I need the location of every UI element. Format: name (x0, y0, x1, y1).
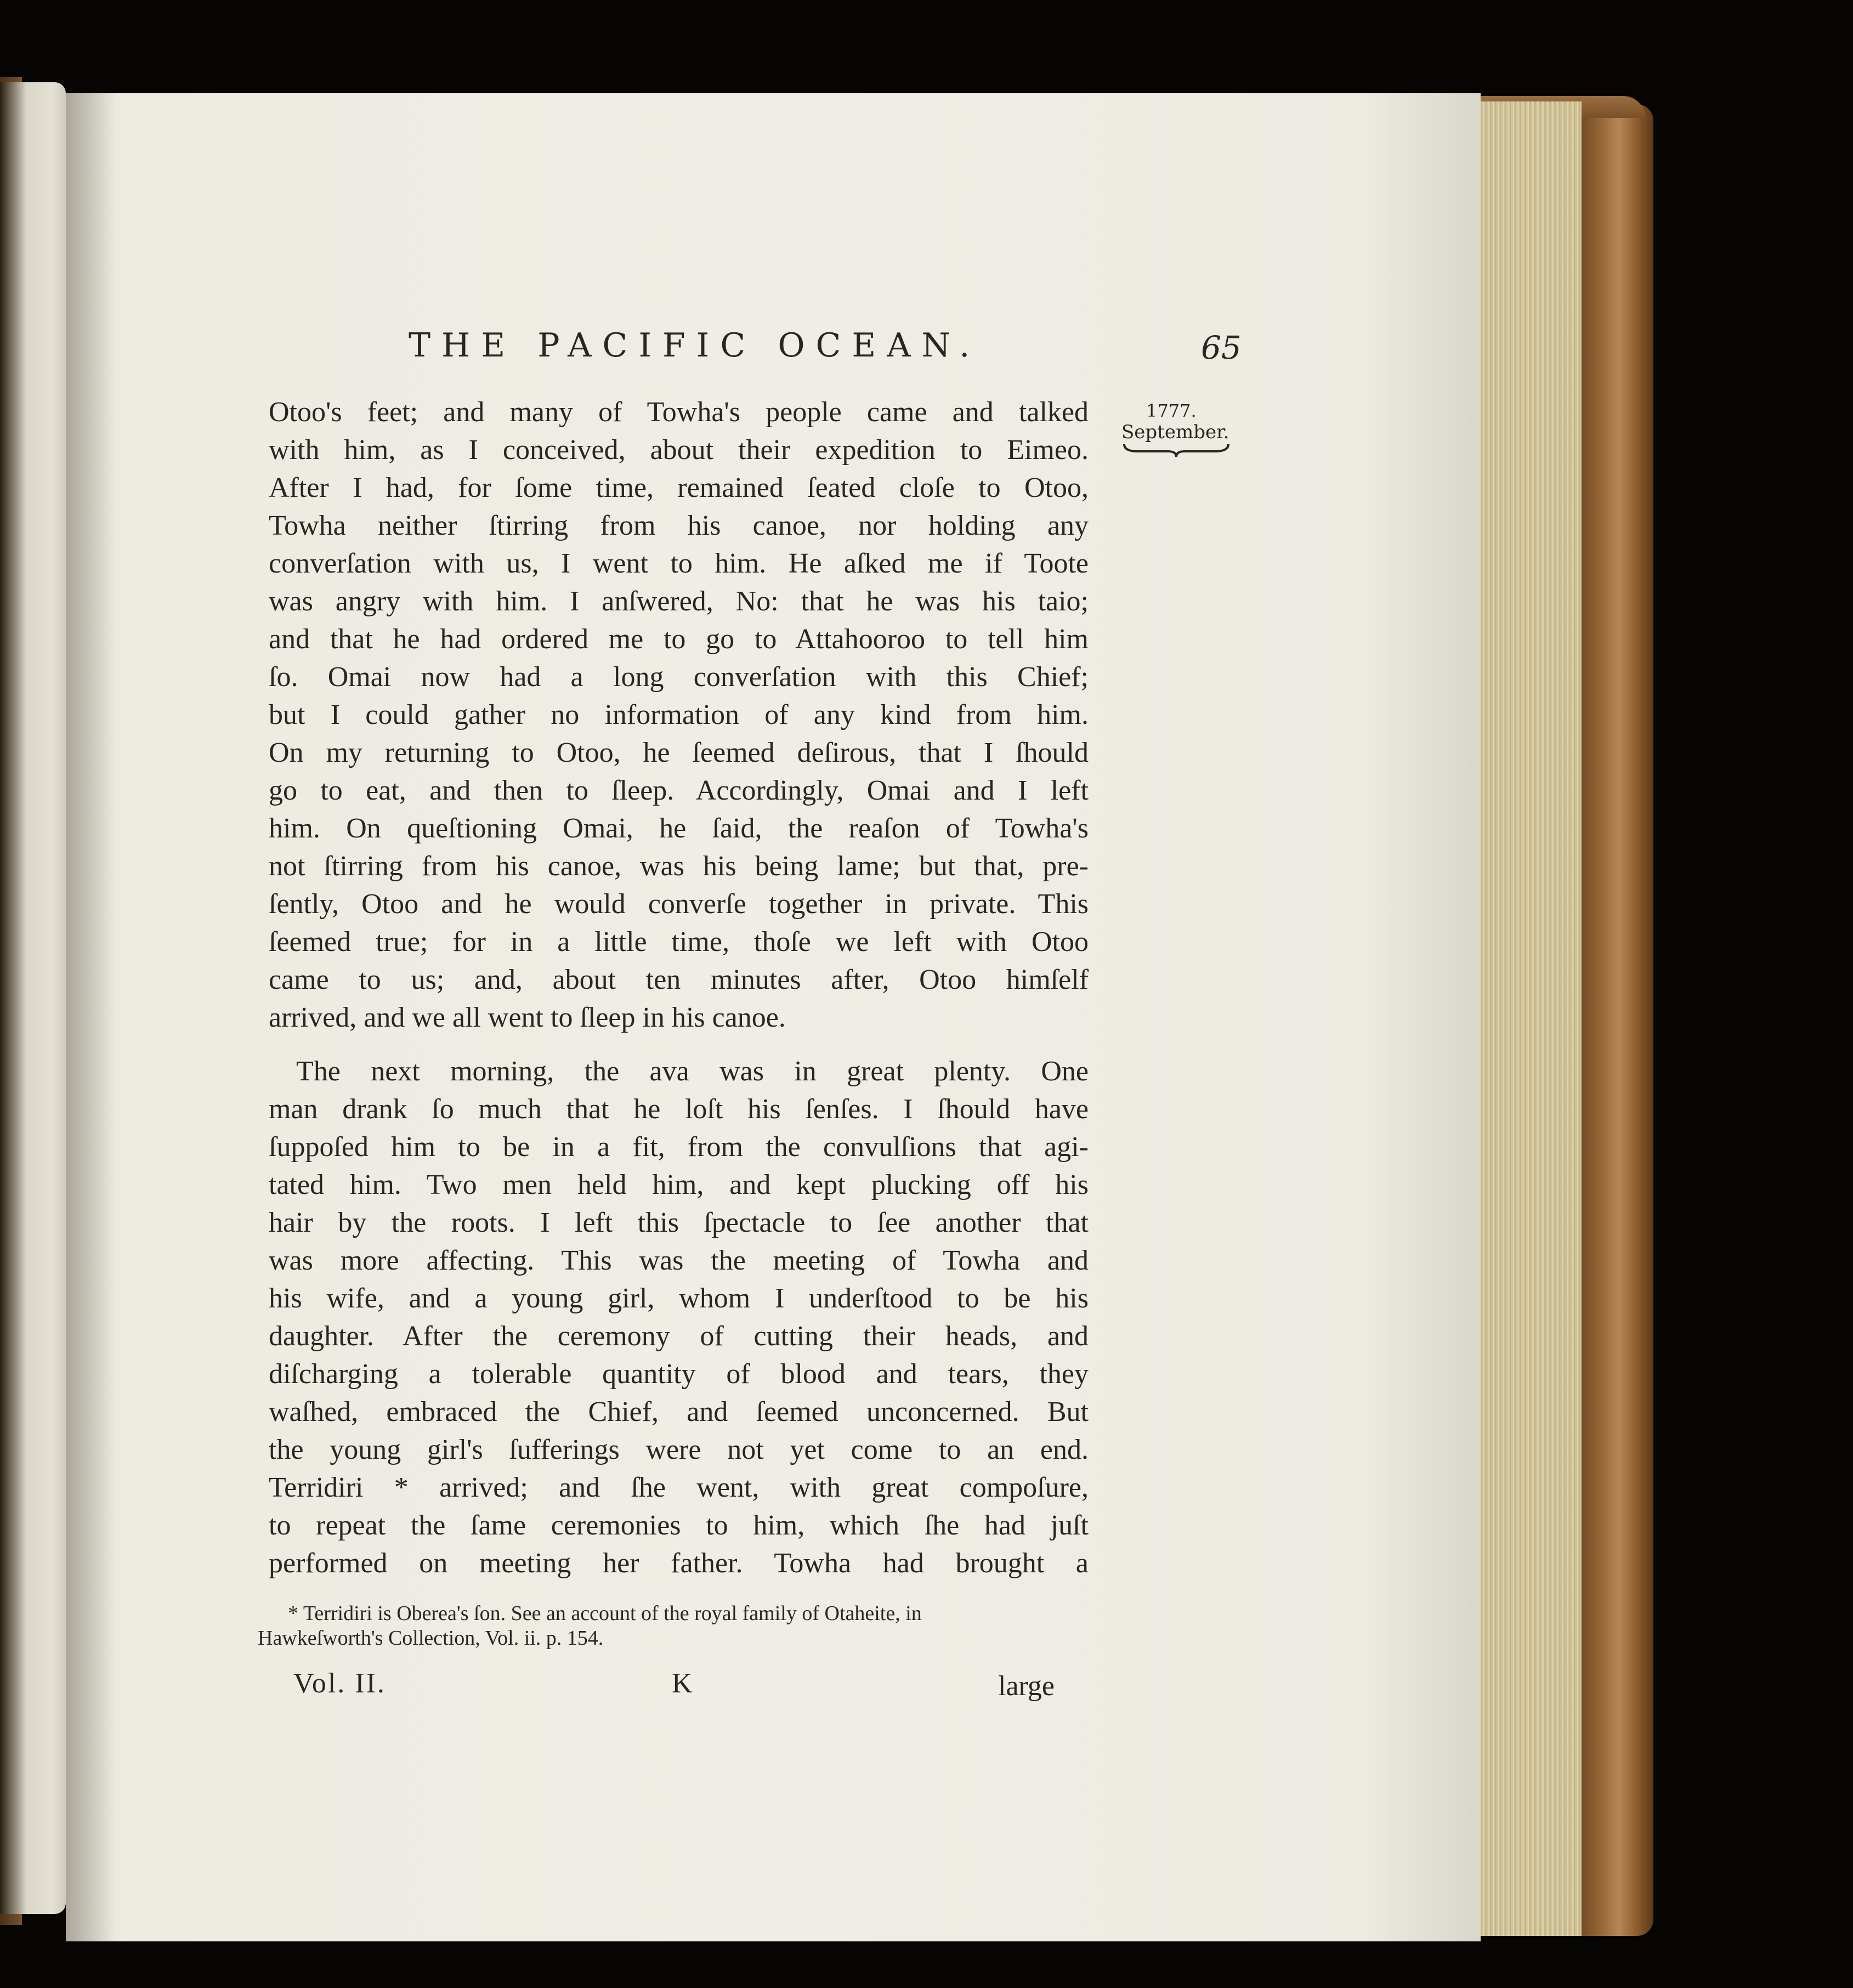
text-line: ſo. Omai now had a long converſation with this Chief; (269, 661, 1089, 693)
text-line: was more affecting. This was the meeting of Towha and (269, 1245, 1089, 1276)
page-edges (1475, 101, 1582, 1936)
margin-year: 1777. (1146, 400, 1197, 421)
back-cover (1577, 104, 1653, 1936)
text-line: tated him. Two men held him, and kept plucking off his (269, 1169, 1089, 1200)
text-line: ſuppoſed him to be in a fit, from the convulſions that agi- (269, 1131, 1089, 1163)
text-line: was angry with him. I anſwered, No: that he was his taio; (269, 586, 1089, 617)
text-line: and that he had ordered me to go to Attahooroo to tell him (269, 624, 1089, 655)
text-line: his wife, and a young girl, whom I underſtood to be his (269, 1283, 1089, 1314)
text-line: go to eat, and then to ſleep. Accordingly, Omai and I left (269, 775, 1089, 806)
text-line: diſcharging a tolerable quantity of blood and tears, they (269, 1358, 1089, 1390)
gutter-shadow (66, 93, 115, 1941)
margin-month: September. (1121, 421, 1229, 443)
running-title: THE PACIFIC OCEAN. (409, 326, 981, 365)
text-line: converſation with us, I went to him. He aſked me if Toote (269, 548, 1089, 579)
text-line: him. On queſtioning Omai, he ſaid, the reaſon of Towha's (269, 813, 1089, 844)
text-line: Otoo's feet; and many of Towha's people came and talked (269, 397, 1089, 428)
catchword: large (998, 1670, 1055, 1702)
text-line: ſently, Otoo and he would converſe together in private. This (269, 888, 1089, 920)
text-line: The next morning, the ava was in great plenty. One (296, 1056, 1089, 1087)
text-line: Terridiri * arrived; and ſhe went, with great compoſure, (269, 1472, 1089, 1503)
text-line: the young girl's ſufferings were not yet come to an end. (269, 1434, 1089, 1465)
footnote-line-2: Hawkeſworth's Collection, Vol. ii. p. 154. (258, 1627, 604, 1650)
text-line: waſhed, embraced the Chief, and ſeemed unconcerned. But (269, 1396, 1089, 1428)
text-line: After I had, for ſome time, remained ſeated cloſe to Otoo, (269, 472, 1089, 503)
text-line: Towha neither ſtirring from his canoe, nor holding any (269, 510, 1089, 541)
text-line: On my returning to Otoo, he ſeemed deſirous, that I ſhould (269, 737, 1089, 768)
signature-mark: K (672, 1668, 693, 1699)
text-line: arrived, and we all went to ſleep in his canoe. (269, 1002, 786, 1033)
text-line: to repeat the ſame ceremonies to him, which ſhe had juſt (269, 1510, 1089, 1541)
margin-brace (1121, 441, 1231, 458)
text-line: hair by the roots. I left this ſpectacle to ſee another that (269, 1207, 1089, 1238)
text-line: with him, as I conceived, about their expedition to Eimeo. (269, 434, 1089, 466)
text-line: but I could gather no information of any kind from him. (269, 699, 1089, 730)
text-line: not ſtirring from his canoe, was his being lame; but that, pre- (269, 851, 1089, 882)
text-line: man drank ſo much that he loſt his ſenſes. I ſhould have (269, 1094, 1089, 1125)
volume-signature: Vol. II. (293, 1668, 386, 1699)
text-line: performed on meeting her father. Towha had brought a (269, 1548, 1089, 1579)
left-page-edge (0, 82, 66, 1914)
text-line: ſeemed true; for in a little time, thoſe we left with Otoo (269, 926, 1089, 958)
text-line: daughter. After the ceremony of cutting their heads, and (269, 1321, 1089, 1352)
footnote-line-1: * Terridiri is Oberea's ſon. See an account of the royal family of Otaheite, in (288, 1602, 922, 1625)
text-line: came to us; and, about ten minutes after, Otoo himſelf (269, 964, 1089, 995)
page-number: 65 (1201, 329, 1242, 366)
